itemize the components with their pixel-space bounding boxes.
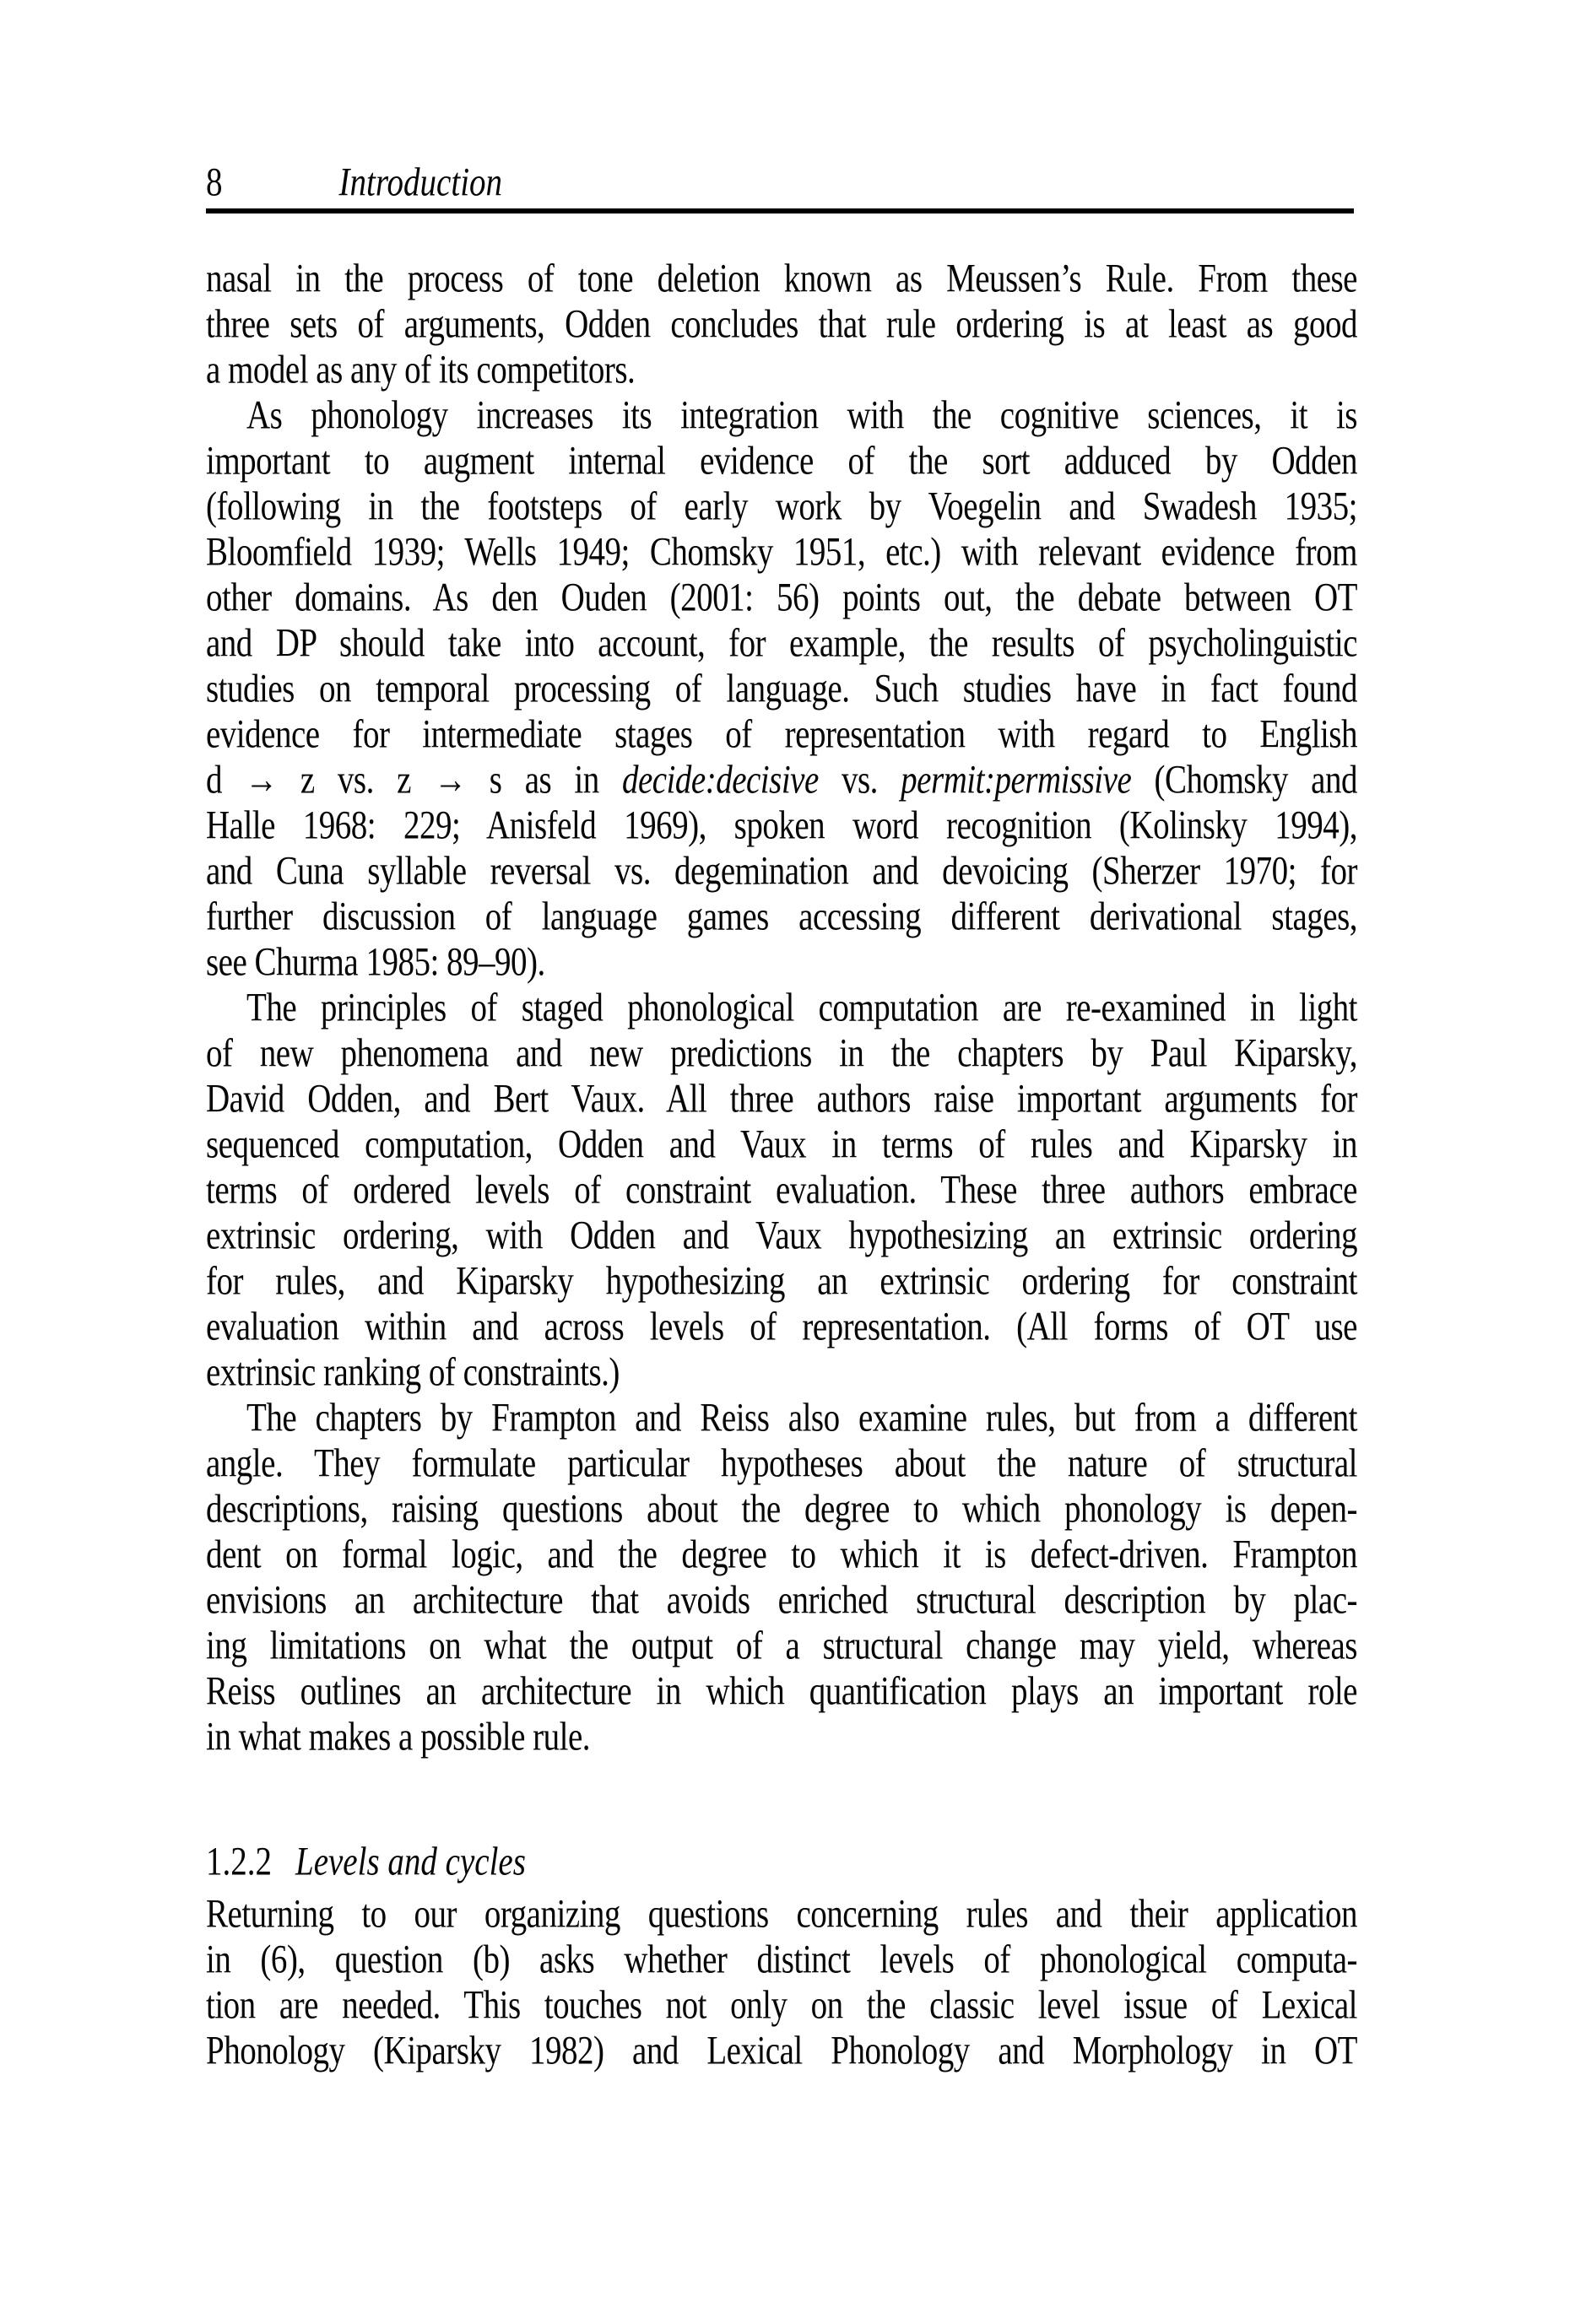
text-line: in what makes a possible rule. xyxy=(206,1715,591,1759)
text-line: of new phenomena and new predictions in the chapters by Paul Kiparsky, xyxy=(206,1031,1357,1076)
text-line: As phonology increases its integration with the cognitive sciences, it is xyxy=(246,393,1357,438)
header-rule xyxy=(206,208,1354,213)
text-line: terms of ordered levels of constraint evaluation. These three authors embrace xyxy=(206,1168,1357,1213)
text-line: (following in the footsteps of early work by Voegelin and Swadesh 1935; xyxy=(206,484,1357,529)
text-line: descriptions, raising questions about the degree to which phonology is depen- xyxy=(206,1487,1357,1532)
text-line: sequenced computation, Odden and Vaux in terms of rules and Kiparsky in xyxy=(206,1122,1357,1167)
text-line: d → z vs. z → s as in decide:decisive vs. permit:permissive (Chomsky and xyxy=(206,758,1357,803)
text-line: Returning to our organizing questions concerning rules and their application xyxy=(206,1892,1357,1937)
text-line: Phonology (Kiparsky 1982) and Lexical Phonology and Morphology in OT xyxy=(206,2029,1357,2073)
text-line: studies on temporal processing of language. Such studies have in fact found xyxy=(206,667,1357,711)
text-line: extrinsic ordering, with Odden and Vaux hypothesizing an extrinsic ordering xyxy=(206,1213,1357,1258)
running-header-chapter-title: Introduction xyxy=(338,160,503,205)
running-header xyxy=(206,155,1357,211)
text-line: envisions an architecture that avoids enriched structural description by plac- xyxy=(206,1578,1357,1623)
text-line: Bloomfield 1939; Wells 1949; Chomsky 1951, etc.) with relevant evidence from xyxy=(206,530,1357,575)
text-line: David Odden, and Bert Vaux. All three authors raise important arguments for xyxy=(206,1077,1357,1121)
text-line: see Churma 1985: 89–90). xyxy=(206,940,545,985)
text-line: Halle 1968: 229; Anisfeld 1969), spoken word recognition (Kolinsky 1994), xyxy=(206,803,1357,848)
text-line: evaluation within and across levels of representation. (All forms of OT use xyxy=(206,1305,1357,1349)
paragraph xyxy=(206,1892,1357,2074)
section-number: 1.2.2 xyxy=(206,1840,272,1884)
text-line: further discussion of language games accessing different derivational stages, xyxy=(206,894,1357,939)
paragraph xyxy=(206,1396,1357,1760)
body-text-main xyxy=(206,257,1357,1760)
paragraph xyxy=(206,986,1357,1396)
text-line: The principles of staged phonological computation are re-examined in light xyxy=(246,986,1357,1030)
paragraph xyxy=(206,257,1357,393)
text-line: The chapters by Frampton and Reiss also examine rules, but from a different xyxy=(246,1396,1357,1440)
text-line: other domains. As den Ouden (2001: 56) points out, the debate between OT xyxy=(206,576,1357,620)
text-line: Reiss outlines an architecture in which quantification plays an important role xyxy=(206,1669,1357,1714)
text-line: dent on formal logic, and the degree to which it is defect-driven. Frampton xyxy=(206,1532,1357,1577)
text-line: important to augment internal evidence of the sort adduced by Odden xyxy=(206,439,1357,484)
text-line: extrinsic ranking of constraints.) xyxy=(206,1350,620,1395)
paragraph xyxy=(206,393,1357,986)
text-line: for rules, and Kiparsky hypothesizing an extrinsic ordering for constraint xyxy=(206,1259,1357,1304)
text-line: in (6), question (b) asks whether distinct levels of phonological computa- xyxy=(206,1938,1357,1982)
page-number: 8 xyxy=(206,160,223,205)
text-line: three sets of arguments, Odden concludes that rule ordering is at least as good xyxy=(206,302,1357,347)
text-line: a model as any of its competitors. xyxy=(206,348,636,392)
text-line: nasal in the process of tone deletion known as Meussen’s Rule. From these xyxy=(206,257,1357,301)
body-text-after xyxy=(206,1892,1357,2074)
section-heading xyxy=(206,1835,1357,1890)
text-line: and Cuna syllable reversal vs. degemination and devoicing (Sherzer 1970; for xyxy=(206,849,1357,894)
section-title: Levels and cycles xyxy=(295,1840,526,1884)
text-line: and DP should take into account, for example, the results of psycholinguistic xyxy=(206,621,1357,666)
text-line: ing limitations on what the output of a structural change may yield, whereas xyxy=(206,1624,1357,1668)
text-line: evidence for intermediate stages of representation with regard to English xyxy=(206,712,1357,757)
text-line: angle. They formulate particular hypotheses about the nature of structural xyxy=(206,1441,1357,1486)
text-line: tion are needed. This touches not only on the classic level issue of Lexical xyxy=(206,1983,1357,2028)
